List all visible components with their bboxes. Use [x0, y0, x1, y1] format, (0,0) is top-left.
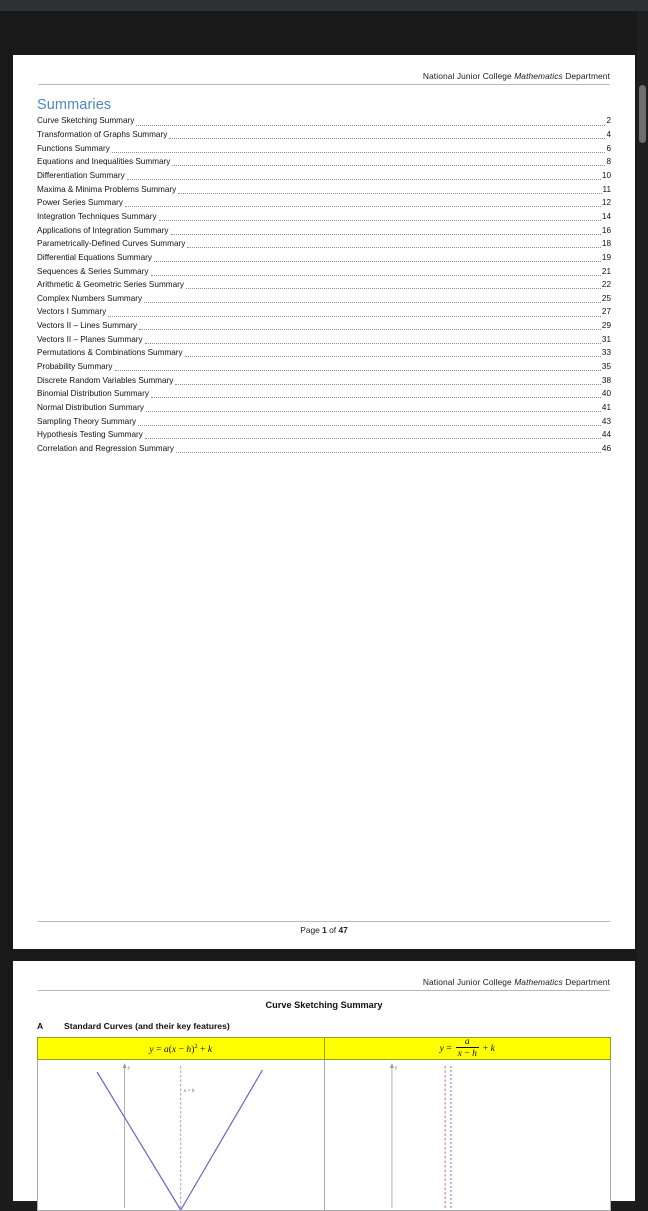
toc-leader-dots	[154, 261, 601, 262]
toc-leader-dots	[178, 193, 601, 194]
table-of-contents	[37, 115, 611, 456]
toc-entry[interactable]	[37, 224, 611, 238]
toc-entry-label: Binomial Distribution Summary	[37, 389, 149, 399]
toc-entry-label: Discrete Random Variables Summary	[37, 375, 174, 385]
toc-entry-page-number: 44	[601, 430, 611, 440]
toc-entry[interactable]	[37, 428, 611, 442]
section-name: Standard Curves (and their key features)	[64, 1020, 230, 1031]
running-header-suffix: Department	[562, 977, 610, 987]
toc-entry-page-number: 46	[601, 443, 611, 453]
toc-entry[interactable]	[37, 142, 611, 156]
toc-entry-page-number: 11	[602, 184, 611, 194]
toc-entry-label: Correlation and Regression Summary	[37, 443, 174, 453]
toc-entry[interactable]	[37, 442, 611, 456]
toc-entry[interactable]	[37, 237, 611, 251]
toc-entry-label: Transformation of Graphs Summary	[37, 130, 168, 140]
toc-leader-dots	[145, 438, 601, 439]
section-heading	[37, 1021, 611, 1031]
toc-entry[interactable]	[37, 401, 611, 415]
running-header-prefix: National Junior College	[422, 71, 515, 81]
toc-leader-dots	[176, 452, 601, 453]
footer-prefix: Page	[300, 925, 323, 935]
toc-leader-dots	[138, 425, 601, 426]
toc-entry-label: Applications of Integration Summary	[37, 225, 169, 235]
toc-entry-label: Integration Techniques Summary	[37, 211, 157, 221]
toc-entry[interactable]	[37, 115, 611, 129]
toc-entry-page-number: 25	[601, 293, 611, 303]
toc-entry-label: Maxima & Minima Problems Summary	[37, 184, 177, 194]
summary-title: Curve Sketching Summary	[265, 999, 383, 1010]
toc-leader-dots	[144, 302, 601, 303]
hyperbola-yaxis-label: y	[394, 1064, 397, 1071]
toc-entry-page-number: 29	[601, 321, 611, 331]
toc-leader-dots	[172, 165, 605, 166]
running-header	[38, 961, 610, 991]
running-header-prefix: National Junior College	[422, 977, 515, 987]
toc-entry-page-number: 8	[606, 157, 611, 167]
toc-entry-page-number: 31	[601, 334, 611, 344]
toc-entry-page-number: 10	[601, 171, 611, 181]
hyperbola-graph	[325, 1060, 611, 1210]
toc-entry[interactable]	[37, 333, 611, 347]
toc-leader-dots	[108, 316, 601, 317]
table-header-cell-parabola	[38, 1037, 325, 1059]
standard-curves-table	[37, 1037, 611, 1211]
toc-entry-page-number: 18	[601, 239, 611, 249]
toc-entry-label: Arithmetic & Geometric Series Summary	[37, 280, 184, 290]
toc-entry[interactable]	[37, 346, 611, 360]
toc-entry-page-number: 12	[601, 198, 611, 208]
toc-entry[interactable]	[37, 292, 611, 306]
section-letter: A	[37, 1020, 44, 1031]
toc-entry[interactable]	[37, 128, 611, 142]
parabola-graph	[38, 1060, 324, 1210]
document-scroll-area[interactable]	[0, 11, 648, 1094]
toc-entry-page-number: 33	[601, 348, 611, 358]
toc-leader-dots	[112, 152, 606, 153]
toc-entry-label: Hypothesis Testing Summary	[37, 430, 143, 440]
toc-entry[interactable]	[37, 265, 611, 279]
toc-entry[interactable]	[37, 278, 611, 292]
toc-entry-label: Sampling Theory Summary	[37, 416, 137, 426]
toc-entry-page-number: 41	[601, 402, 611, 412]
toc-entry-label: Power Series Summary	[37, 198, 123, 208]
running-header-italic: Mathematics	[514, 977, 563, 987]
toc-entry-label: Functions Summary	[37, 143, 110, 153]
toc-leader-dots	[151, 397, 601, 398]
toc-leader-dots	[145, 343, 601, 344]
toc-entry-page-number: 38	[601, 375, 611, 385]
toc-entry-label: Vectors II – Planes Summary	[37, 334, 143, 344]
toc-leader-dots	[136, 125, 605, 126]
toc-entry[interactable]	[37, 169, 611, 183]
toc-entry[interactable]	[37, 251, 611, 265]
toc-entry-page-number: 2	[606, 116, 611, 126]
toc-entry[interactable]	[37, 415, 611, 429]
toc-entry-label: Differentiation Summary	[37, 171, 125, 181]
document-page-1	[13, 55, 635, 949]
toc-leader-dots	[127, 179, 601, 180]
formula-hyperbola: y = $\frac{a}{x - h}$ + k	[439, 1036, 495, 1059]
footer-middle: of	[326, 925, 339, 935]
toc-entry[interactable]	[37, 155, 611, 169]
toc-entry[interactable]	[37, 183, 611, 197]
parabola-yaxis-label: y	[127, 1064, 130, 1071]
toc-entry[interactable]	[37, 319, 611, 333]
toc-entry-page-number: 21	[601, 266, 611, 276]
formula-parabola: $y = a(x - h)^2 + k$	[149, 1043, 213, 1056]
toc-entry[interactable]	[37, 374, 611, 388]
toc-entry-label: Normal Distribution Summary	[37, 402, 144, 412]
table-graph-cell-hyperbola	[324, 1059, 611, 1210]
toc-entry[interactable]	[37, 196, 611, 210]
table-graph-row	[38, 1059, 611, 1210]
toc-entry-label: Vectors I Summary	[37, 307, 107, 317]
toc-leader-dots	[139, 329, 601, 330]
vertical-scrollbar[interactable]	[637, 11, 648, 1080]
toc-leader-dots	[151, 275, 601, 276]
page-footer	[38, 921, 610, 935]
toc-leader-dots	[115, 370, 601, 371]
toc-entry-page-number: 4	[606, 130, 611, 140]
table-graph-cell-parabola	[38, 1059, 325, 1210]
toc-leader-dots	[185, 356, 601, 357]
toc-entry-label: Complex Numbers Summary	[37, 293, 143, 303]
toc-entry-page-number: 40	[601, 389, 611, 399]
toc-leader-dots	[169, 138, 605, 139]
toc-entry-label: Sequences & Series Summary	[37, 266, 149, 276]
toc-leader-dots	[187, 247, 601, 248]
toc-entry-page-number: 16	[601, 225, 611, 235]
running-header	[38, 55, 610, 85]
toc-entry[interactable]	[37, 360, 611, 374]
toc-entry-label: Probability Summary	[37, 362, 113, 372]
toc-entry-page-number: 43	[601, 416, 611, 426]
toc-leader-dots	[146, 411, 601, 412]
table-header-cell-hyperbola	[324, 1037, 611, 1059]
toc-entry-page-number: 14	[601, 211, 611, 221]
toc-entry-page-number: 6	[606, 143, 611, 153]
toc-leader-dots	[125, 206, 601, 207]
parabola-axis-symmetry-label: x = h	[183, 1087, 195, 1094]
toc-entry-label: Vectors II – Lines Summary	[37, 321, 138, 331]
toc-entry-label: Equations and Inequalities Summary	[37, 157, 171, 167]
toc-leader-dots	[171, 234, 601, 235]
toc-entry-page-number: 35	[601, 362, 611, 372]
toc-entry-label: Permutations & Combinations Summary	[37, 348, 183, 358]
document-page-2	[13, 961, 635, 1201]
toc-leader-dots	[186, 288, 601, 289]
toc-leader-dots	[175, 384, 601, 385]
toc-entry-label: Differential Equations Summary	[37, 252, 152, 262]
viewer-top-bar	[0, 0, 648, 11]
table-header-row	[38, 1037, 611, 1059]
scrollbar-thumb[interactable]	[639, 85, 646, 143]
page-title: Summaries	[37, 96, 112, 113]
toc-entry[interactable]	[37, 305, 611, 319]
toc-entry-page-number: 27	[601, 307, 611, 317]
running-header-suffix: Department	[562, 71, 610, 81]
toc-entry[interactable]	[37, 387, 611, 401]
footer-total-pages: 47	[338, 925, 348, 935]
toc-entry-label: Curve Sketching Summary	[37, 116, 135, 126]
toc-entry-page-number: 22	[601, 280, 611, 290]
toc-entry[interactable]	[37, 210, 611, 224]
toc-leader-dots	[159, 220, 601, 221]
footer-current-page: 1	[322, 925, 327, 935]
running-header-italic: Mathematics	[514, 71, 563, 81]
toc-entry-label: Parametrically-Defined Curves Summary	[37, 239, 186, 249]
toc-entry-page-number: 19	[601, 252, 611, 262]
